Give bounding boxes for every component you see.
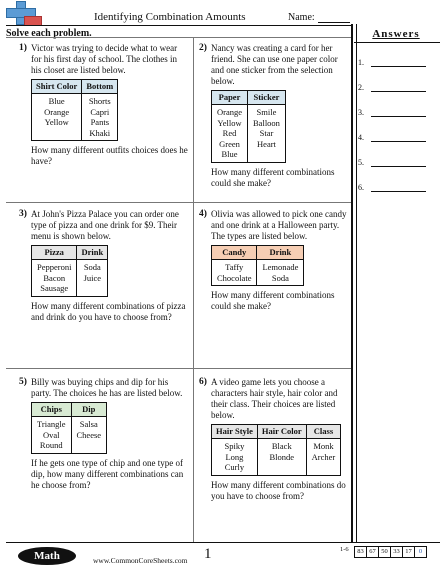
problem-question: How many different outfits choices does he have? [31,145,188,166]
footer-rule [6,542,440,543]
problem-number: 2) [199,43,207,53]
column-divider [193,37,194,542]
score-box: 0 [414,546,427,558]
table-cell: Lemonade Soda [257,260,304,286]
table-header: Hair Style [212,425,258,439]
table-cell: Black Blonde [257,439,306,476]
choices-table [211,245,304,286]
problem-number: 5) [19,377,27,387]
table-header: Class [306,425,341,439]
problem-question: How many different combinations could she make? [211,166,335,188]
problem-number: 3) [19,209,27,219]
score-box: 83 [354,546,367,558]
table-cell: Smile Balloon Star Heart [248,105,286,163]
problem-4 [199,209,347,312]
table-cell: Taffy Chocolate [212,260,257,286]
answer-number: 4. [358,133,364,142]
choices-table [31,245,108,297]
table-header: Paper [212,91,248,105]
table-cell: Triangle Oval Round [32,417,72,454]
score-box: 67 [366,546,379,558]
answer-blank[interactable] [371,191,426,192]
answer-number: 5. [358,158,364,167]
answer-row-6 [358,183,364,192]
problem-range: 1-6 [340,546,349,553]
score-box: 50 [378,546,391,558]
grid-rule [6,37,351,38]
answer-blank[interactable] [371,166,426,167]
answer-row-3 [358,108,364,117]
problem-question: How many different combinations of pizza and drink do you have to choose from? [31,300,186,322]
choices-table [31,402,107,454]
problem-text: Olivia was allowed to pick one candy and one drink at a Halloween party. The types are listed below. [211,209,347,241]
answer-number: 3. [358,108,364,117]
table-header: Hair Color [257,425,306,439]
table-cell: Monk Archer [306,439,341,476]
problem-question: How many different combinations do you have to choose from? [211,479,346,501]
worksheet-title: Identifying Combination Amounts [94,11,246,23]
table-header: Drink [77,246,108,260]
problem-number: 6) [199,377,207,387]
table-header: Drink [257,246,304,260]
answers-rule [354,42,440,43]
choices-table [31,79,118,141]
table-header: Pizza [32,246,77,260]
answer-blank[interactable] [371,116,426,117]
table-cell: Pepperoni Bacon Sausage [32,260,77,297]
table-header: Shirt Color [32,80,82,94]
name-line [318,22,350,23]
grid-rule [6,368,351,369]
table-header: Bottom [82,80,118,94]
name-label: Name: [288,12,315,23]
grid-rule [6,202,351,203]
problem-6 [199,377,347,502]
table-header: Sticker [248,91,286,105]
problem-number: 1) [19,43,27,53]
instructions: Solve each problem. [6,28,92,39]
score-box: 33 [390,546,403,558]
problem-text: Billy was buying chips and dip for his party. The choices he has are listed below. [31,377,183,398]
problem-1 [19,43,189,167]
header-rule [6,25,351,26]
table-cell: Soda Juice [77,260,108,297]
problem-3 [19,209,189,323]
answer-blank[interactable] [371,66,426,67]
score-box: 17 [402,546,415,558]
answer-row-2 [358,83,364,92]
table-cell: Shorts Capri Pants Khaki [82,94,118,141]
problem-text: Nancy was creating a card for her friend. She can use one paper color and one sticker from the selection below. [211,43,338,86]
answer-blank[interactable] [371,91,426,92]
table-header: Chips [32,403,72,417]
choices-table [211,424,341,476]
answer-row-4 [358,133,364,142]
answer-number: 2. [358,83,364,92]
problem-text: Victor was trying to decide what to wear for his first day of school. The clothes in his closet are listed below. [31,43,178,75]
answer-number: 1. [358,58,364,67]
problem-text: A video game lets you choose a characters hair style, hair color and their class. Their choices are listed below. [211,377,338,420]
problem-5 [19,377,189,491]
problem-2 [199,43,347,189]
problem-question: If he gets one type of chip and one type of dip, how many different combinations can he choose from? [31,457,184,490]
table-cell: Orange Yellow Red Green Blue [212,105,248,163]
score-boxes [355,546,427,558]
site-url[interactable]: www.CommonCoreSheets.com [93,556,188,565]
choices-table [211,90,286,163]
table-cell: Spiky Long Curly [212,439,258,476]
answer-row-5 [358,158,364,167]
site-logo [6,1,36,25]
problem-number: 4) [199,209,207,219]
answer-number: 6. [358,183,364,192]
answers-title: Answers [372,28,420,40]
answers-column [351,24,442,542]
page-number: 1 [204,546,212,562]
problem-text: At John's Pizza Palace you can order one type of pizza and one drink for $9. Their menu is shown below. [31,209,179,241]
math-brand: Math [18,547,76,565]
answer-blank[interactable] [371,141,426,142]
table-header: Dip [71,403,107,417]
answer-row-1 [358,58,364,67]
problem-question: How many different combinations could she make? [211,290,335,311]
table-cell: Salsa Cheese [71,417,107,454]
table-cell: Blue Orange Yellow [32,94,82,141]
table-header: Candy [212,246,257,260]
